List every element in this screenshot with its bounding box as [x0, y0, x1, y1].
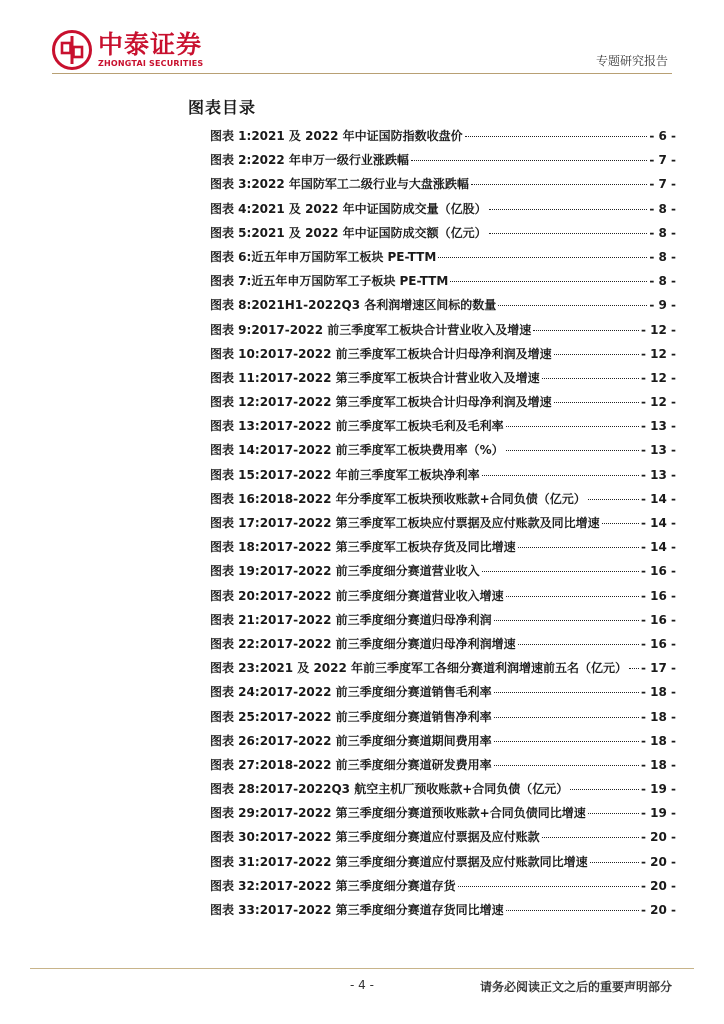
toc-entry-text: 2017-2022 前三季度军工板块合计归母净利润及增速: [259, 346, 552, 361]
header-divider: [52, 73, 672, 74]
toc-entry-prefix: 图表 8:: [210, 298, 252, 313]
toc-leader-dots: [494, 620, 639, 621]
toc-entry-text: 2021 及 2022 年中证国防成交额（亿元）: [251, 225, 487, 240]
toc-leader-dots: [629, 668, 639, 669]
toc-leader-dots: [554, 402, 639, 403]
footer-divider: [30, 968, 694, 969]
toc-entry[interactable]: [210, 780, 676, 804]
toc-entry-prefix: 图表 21:: [210, 612, 260, 627]
toc-entry-text: 2018-2022 年分季度军工板块预收账款+合同负债（亿元）: [259, 491, 586, 506]
toc-entry[interactable]: [210, 877, 676, 901]
toc-title: 图表目录: [188, 98, 257, 117]
toc-entry-text: 2018-2022 前三季度细分赛道研发费用率: [259, 757, 492, 772]
toc-entry-prefix: 图表 32:: [210, 878, 260, 893]
toc-entry[interactable]: [210, 345, 676, 369]
toc-entry-page: - 14 -: [640, 540, 676, 555]
toc-entry-page: - 20 -: [640, 903, 676, 917]
toc-entry[interactable]: [210, 635, 676, 659]
page-number: - 4 -: [350, 978, 374, 992]
toc-entry[interactable]: [210, 538, 676, 562]
toc-entry-text: 2017-2022 前三季度军工板块毛利及毛利率: [259, 419, 504, 434]
toc-entry[interactable]: [210, 175, 676, 199]
toc-entry[interactable]: [210, 490, 676, 514]
toc-entry-prefix: 图表 10:: [210, 346, 260, 361]
toc-entry[interactable]: [210, 683, 676, 707]
toc-entry-page: - 12 -: [640, 322, 676, 337]
toc-entry[interactable]: [210, 248, 676, 272]
toc-entry-prefix: 图表 22:: [210, 636, 260, 651]
toc-entry-text: 2017-2022Q3 航空主机厂预收账款+合同负债（亿元）: [259, 782, 569, 797]
company-logo: [52, 30, 203, 70]
toc-entry[interactable]: [210, 804, 676, 828]
toc-entry-prefix: 图表 13:: [210, 419, 260, 434]
toc-entry-text: 2021 及 2022 年前三季度军工各细分赛道利润增速前五名（亿元）: [259, 661, 628, 676]
toc-entry-text: 2017-2022 前三季度细分赛道营业收入: [259, 564, 480, 579]
toc-leader-dots: [570, 789, 639, 790]
toc-leader-dots: [506, 426, 639, 427]
toc-entry-prefix: 图表 4:: [210, 201, 252, 216]
toc-leader-dots: [489, 209, 648, 210]
toc-leader-dots: [458, 886, 639, 887]
toc-entry[interactable]: [210, 659, 676, 683]
toc-entry-prefix: 图表 29:: [210, 806, 260, 821]
toc-entry[interactable]: [210, 272, 676, 296]
toc-entry-page: - 12 -: [640, 346, 676, 361]
toc-leader-dots: [494, 741, 639, 742]
toc-entry-prefix: 图表 1:: [210, 129, 252, 143]
zhongtai-logo-icon: [52, 30, 92, 70]
toc-leader-dots: [533, 330, 639, 331]
toc-entry-text: 2017-2022 前三季度军工板块合计营业收入及增速: [251, 322, 532, 337]
toc-leader-dots: [494, 692, 639, 693]
toc-entry[interactable]: [210, 732, 676, 756]
toc-entry-page: - 6 -: [649, 129, 676, 143]
toc-entry-prefix: 图表 20:: [210, 588, 260, 603]
toc-entry-text: 2021 及 2022 年中证国防指数收盘价: [251, 129, 463, 143]
toc-entry-prefix: 图表 31:: [210, 854, 260, 869]
toc-entry-text: 2017-2022 第三季度细分赛道预收账款+合同负债同比增速: [259, 806, 586, 821]
toc-entry-prefix: 图表 18:: [210, 540, 260, 555]
toc-entry-page: - 8 -: [649, 225, 676, 240]
toc-leader-dots: [554, 354, 639, 355]
toc-leader-dots: [494, 765, 639, 766]
table-of-figures: [210, 127, 676, 925]
toc-leader-dots: [588, 813, 639, 814]
toc-leader-dots: [542, 378, 639, 379]
toc-entry-page: - 19 -: [640, 806, 676, 821]
toc-entry-page: - 18 -: [640, 757, 676, 772]
toc-leader-dots: [411, 160, 647, 161]
toc-leader-dots: [498, 305, 647, 306]
toc-entry-page: - 20 -: [640, 854, 676, 869]
toc-entry-page: - 8 -: [649, 201, 676, 216]
toc-entry-page: - 17 -: [640, 661, 676, 676]
toc-entry-text: 2022 年国防军工二级行业与大盘涨跌幅: [251, 177, 469, 192]
toc-entry-page: - 12 -: [640, 370, 676, 385]
toc-leader-dots: [590, 862, 639, 863]
toc-entry[interactable]: [210, 224, 676, 248]
toc-leader-dots: [471, 184, 647, 185]
toc-leader-dots: [489, 233, 648, 234]
toc-entry-page: - 14 -: [640, 516, 676, 530]
toc-entry[interactable]: [210, 321, 676, 345]
toc-entry-prefix: 图表 7:: [210, 274, 252, 289]
toc-leader-dots: [602, 523, 639, 524]
toc-entry[interactable]: [210, 828, 676, 852]
toc-entry-prefix: 图表 2:: [210, 153, 252, 168]
toc-entry[interactable]: [210, 853, 676, 877]
toc-entry-page: - 13 -: [640, 467, 676, 482]
toc-entry[interactable]: [210, 611, 676, 635]
toc-entry-page: - 8 -: [649, 274, 676, 289]
toc-entry-text: 2017-2022 前三季度细分赛道营业收入增速: [259, 588, 504, 603]
toc-leader-dots: [506, 596, 639, 597]
toc-entry-prefix: 图表 11:: [210, 370, 260, 385]
toc-leader-dots: [482, 475, 639, 476]
toc-entry-page: - 16 -: [640, 636, 676, 651]
toc-entry-page: - 16 -: [640, 588, 676, 603]
toc-entry-text: 2017-2022 第三季度军工板块合计归母净利润及增速: [259, 395, 552, 410]
page-header: [0, 0, 724, 80]
toc-entry-prefix: 图表 14:: [210, 443, 260, 458]
company-name-cn: 中泰证券: [98, 30, 203, 59]
toc-entry-page: - 20 -: [640, 878, 676, 893]
toc-leader-dots: [518, 644, 639, 645]
toc-entry-text: 2017-2022 第三季度军工板块存货及同比增速: [259, 540, 516, 555]
toc-entry-prefix: 图表 6:: [210, 249, 252, 264]
toc-entry[interactable]: [210, 393, 676, 417]
toc-entry-page: - 16 -: [640, 612, 676, 627]
toc-leader-dots: [542, 837, 639, 838]
toc-entry-page: - 7 -: [649, 153, 676, 168]
toc-entry-prefix: 图表 25:: [210, 709, 260, 724]
toc-entry-page: - 18 -: [640, 685, 676, 700]
toc-leader-dots: [482, 571, 639, 572]
toc-leader-dots: [465, 136, 648, 137]
toc-entry-text: 2021H1-2022Q3 各利润增速区间标的数量: [251, 298, 497, 313]
toc-entry-prefix: 图表 19:: [210, 564, 260, 579]
toc-entry-page: - 19 -: [640, 782, 676, 797]
toc-entry-prefix: 图表 27:: [210, 757, 260, 772]
footer-disclaimer: 请务必阅读正文之后的重要声明部分: [479, 980, 672, 994]
toc-entry-page: - 16 -: [640, 564, 676, 579]
toc-entry-text: 2022 年申万一级行业涨跌幅: [251, 153, 409, 168]
toc-entry-prefix: 图表 15:: [210, 467, 260, 482]
toc-entry-prefix: 图表 24:: [210, 685, 260, 700]
toc-entry[interactable]: [210, 756, 676, 780]
toc-entry[interactable]: [210, 151, 676, 175]
toc-entry-text: 2017-2022 前三季度细分赛道归母净利润增速: [259, 636, 516, 651]
toc-leader-dots: [450, 281, 647, 282]
toc-entry[interactable]: [210, 417, 676, 441]
report-type-label: 专题研究报告: [595, 54, 668, 68]
toc-entry-prefix: 图表 28:: [210, 782, 260, 797]
toc-entry-text: 2017-2022 第三季度细分赛道应付票据及应付账款同比增速: [259, 854, 588, 869]
toc-entry-page: - 13 -: [640, 419, 676, 434]
toc-entry-prefix: 图表 17:: [210, 516, 260, 530]
toc-entry-page: - 14 -: [640, 491, 676, 506]
toc-entry-page: - 9 -: [649, 298, 676, 313]
toc-entry-text: 2017-2022 第三季度细分赛道存货: [259, 878, 456, 893]
toc-entry[interactable]: [210, 200, 676, 224]
toc-leader-dots: [494, 717, 639, 718]
toc-entry-page: - 12 -: [640, 395, 676, 410]
toc-entry-text: 2017-2022 第三季度军工板块应付票据及应付账款及同比增速: [259, 516, 600, 530]
toc-entry-prefix: 图表 23:: [210, 661, 260, 676]
toc-entry[interactable]: [210, 562, 676, 586]
toc-entry-text: 近五年申万国防军工子板块 PE-TTM: [251, 274, 449, 289]
toc-entry-prefix: 图表 33:: [210, 903, 260, 917]
toc-entry-text: 2017-2022 第三季度细分赛道应付票据及应付账款: [259, 830, 540, 845]
toc-entry-text: 2017-2022 年前三季度军工板块净利率: [259, 467, 480, 482]
toc-entry-text: 2017-2022 前三季度细分赛道归母净利润: [259, 612, 492, 627]
toc-entry-text: 2017-2022 第三季度军工板块合计营业收入及增速: [259, 370, 540, 385]
toc-entry-page: - 7 -: [649, 177, 676, 192]
toc-entry-prefix: 图表 3:: [210, 177, 252, 192]
toc-leader-dots: [518, 547, 639, 548]
toc-entry-page: - 18 -: [640, 733, 676, 748]
toc-entry-page: - 13 -: [640, 443, 676, 458]
toc-entry[interactable]: [210, 901, 676, 925]
toc-entry-text: 2017-2022 前三季度细分赛道销售毛利率: [259, 685, 492, 700]
company-name-en: ZHONGTAI SECURITIES: [98, 59, 204, 68]
toc-entry-text: 2017-2022 前三季度细分赛道销售净利率: [259, 709, 492, 724]
toc-entry-text: 2021 及 2022 年中证国防成交量（亿股）: [251, 201, 487, 216]
toc-entry-prefix: 图表 26:: [210, 733, 260, 748]
toc-entry[interactable]: [210, 127, 676, 151]
toc-entry[interactable]: [210, 441, 676, 465]
toc-entry-prefix: 图表 12:: [210, 395, 260, 410]
toc-leader-dots: [588, 499, 639, 500]
toc-entry-prefix: 图表 16:: [210, 491, 260, 506]
toc-entry[interactable]: [210, 466, 676, 490]
toc-entry[interactable]: [210, 369, 676, 393]
toc-leader-dots: [506, 450, 639, 451]
toc-entry[interactable]: [210, 296, 676, 320]
toc-entry-page: - 8 -: [649, 249, 676, 264]
toc-leader-dots: [506, 910, 639, 911]
toc-leader-dots: [438, 257, 647, 258]
toc-entry-prefix: 图表 30:: [210, 830, 260, 845]
toc-entry[interactable]: [210, 514, 676, 538]
toc-entry[interactable]: [210, 708, 676, 732]
toc-entry-prefix: 图表 9:: [210, 322, 252, 337]
toc-entry-text: 2017-2022 前三季度细分赛道期间费用率: [259, 733, 492, 748]
toc-entry-text: 2017-2022 第三季度细分赛道存货同比增速: [259, 903, 504, 917]
toc-entry-prefix: 图表 5:: [210, 225, 252, 240]
toc-entry-text: 近五年申万国防军工板块 PE-TTM: [251, 249, 437, 264]
toc-entry[interactable]: [210, 587, 676, 611]
toc-entry-page: - 20 -: [640, 830, 676, 845]
toc-entry-page: - 18 -: [640, 709, 676, 724]
toc-entry-text: 2017-2022 前三季度军工板块费用率（%）: [259, 443, 504, 458]
